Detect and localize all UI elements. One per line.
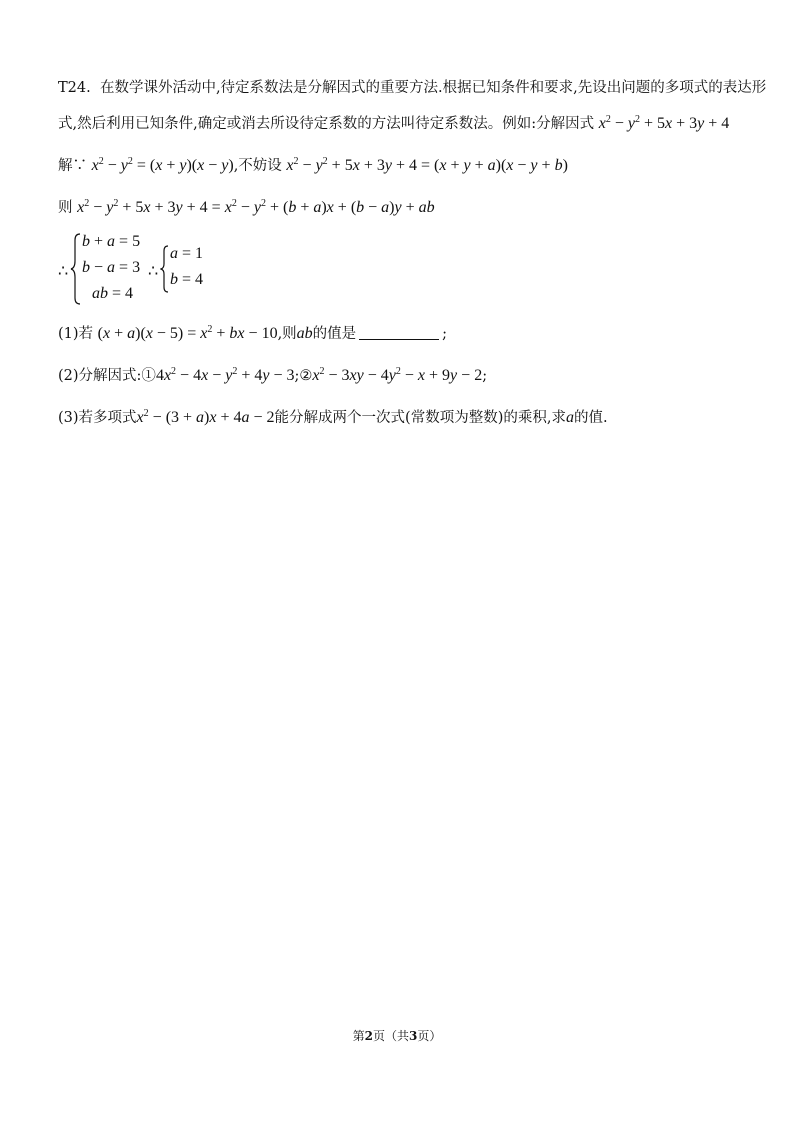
q1-end: ; xyxy=(442,326,448,342)
footer-prefix: 第 xyxy=(352,1029,365,1043)
system2-eq1: a = 1 xyxy=(170,245,204,262)
q3-end: 的值. xyxy=(573,410,608,426)
intro-line-1 xyxy=(58,78,766,98)
question-1 xyxy=(58,324,447,344)
question-2 xyxy=(58,366,487,386)
difference-of-squares: $x^2 - y^2 = (x + y)(x - y)$ xyxy=(91,156,234,174)
q2-expression-1: $4x^2 - 4x - y^2 + 4y - 3$ xyxy=(155,366,295,384)
q3-polynomial: $x^2 - (3 + a)x + 4a - 2$ xyxy=(136,408,275,426)
question-3 xyxy=(58,408,608,428)
q1-prefix: (1)若 xyxy=(58,326,94,342)
example-polynomial: $x^2 - y^2 + 5x + 3y + 4$ xyxy=(598,114,730,132)
solve-prefix: 解∵ xyxy=(58,158,87,174)
system2-eq2: b = 4 xyxy=(170,271,204,288)
then-prefix: 则 xyxy=(58,200,73,216)
footer-page-number: 2 xyxy=(364,1029,373,1043)
answer-blank xyxy=(359,324,439,340)
q3-variable: a xyxy=(565,409,574,426)
q1-equation: $(x + a)(x - 5) = x^2$ + bx − 10 xyxy=(97,324,278,342)
system1-eq2: b − a = 3 xyxy=(82,259,141,276)
system1-eq3: ab = 4 xyxy=(92,285,134,302)
expanded-identity: $x^2 - y^2 + 5x + 3y + 4 = x^2 - y^2 + (b + a)x + (b - a)y$ + ab xyxy=(77,198,435,216)
assumed-factorization: $x^2 - y^2 + 5x + 3y + 4 = (x + y + a)(x - y + b)$ xyxy=(286,156,568,174)
footer-mid: 页（共 xyxy=(372,1029,409,1043)
solve-mid: ,不妨设 xyxy=(233,158,282,174)
q3-mid: 能分解成两个一次式(常数项为整数)的乘积,求 xyxy=(274,410,566,426)
intro-text-1: 在数学课外活动中,待定系数法是分解因式的重要方法.根据已知条件和要求,先设出问题的多项式的表达形 xyxy=(99,80,767,96)
q2-end: ; xyxy=(482,368,488,384)
problem-id: T24. xyxy=(58,80,91,96)
q1-variable: ab xyxy=(296,325,313,342)
q3-prefix: (3)若多项式 xyxy=(58,410,137,426)
q1-suffix-2: 的值是 xyxy=(312,326,357,342)
footer-suffix: 页） xyxy=(417,1029,442,1043)
therefore-symbol-1: ∴ xyxy=(58,261,69,280)
therefore-symbol-2: ∴ xyxy=(148,261,159,280)
q1-suffix-1: ,则 xyxy=(277,326,297,342)
q2-mid: ;② xyxy=(294,368,313,384)
footer-total-pages: 3 xyxy=(409,1029,418,1043)
solution-line xyxy=(58,156,568,176)
expansion-line xyxy=(58,198,435,218)
page-footer xyxy=(0,1027,794,1044)
q2-expression-2: $x^2 - 3xy - 4y^2 - x + 9y - 2$ xyxy=(312,366,483,384)
left-brace-icon xyxy=(70,233,82,305)
intro-line-2 xyxy=(58,114,729,134)
left-brace-icon xyxy=(160,245,170,293)
system1-eq1: b + a = 5 xyxy=(82,233,141,250)
q2-prefix: (2)分解因式:① xyxy=(58,368,156,384)
intro-text-2: 式,然后利用已知条件,确定或消去所设待定系数的方法叫待定系数法。例如:分解因式 xyxy=(58,116,595,132)
